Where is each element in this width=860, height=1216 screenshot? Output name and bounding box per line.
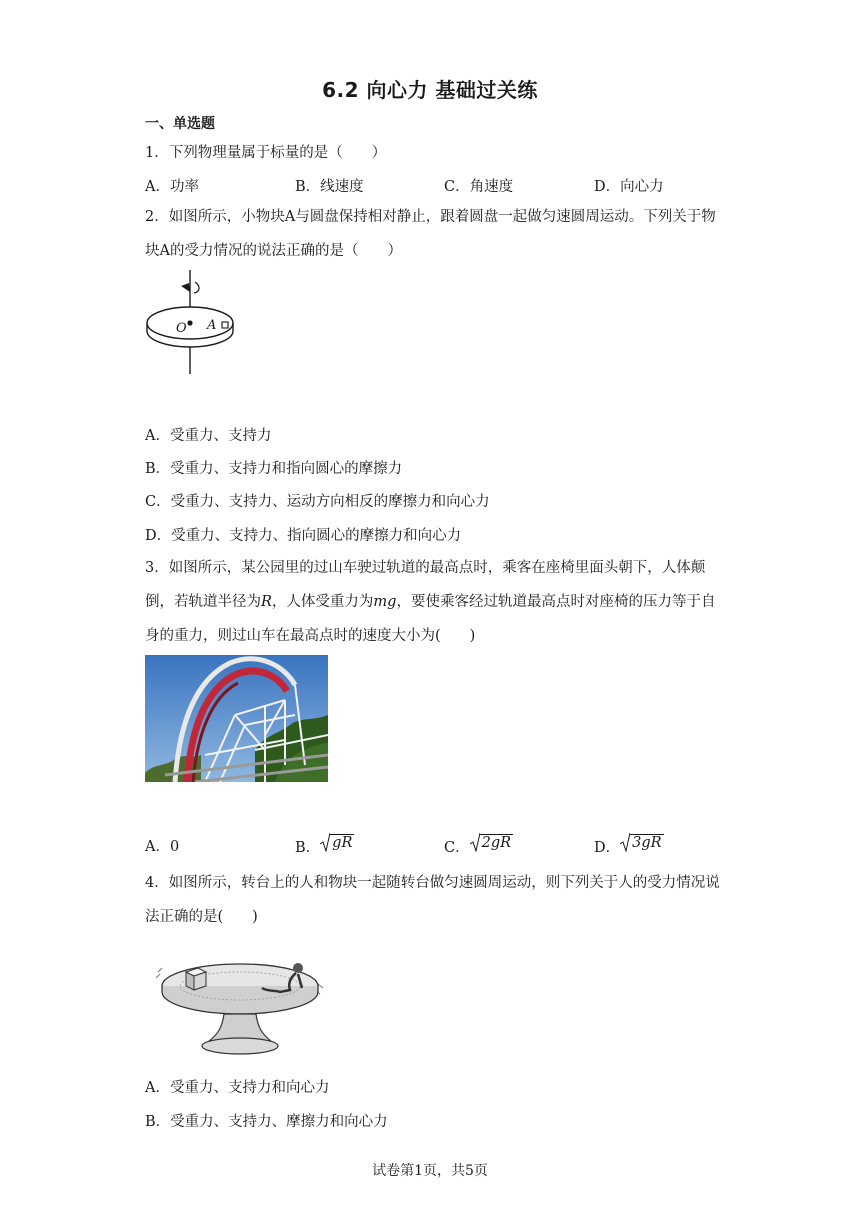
- figure-label-o: O: [176, 321, 187, 336]
- q3-option-d: D． 3gR: [594, 832, 664, 857]
- turntable-figure: [150, 950, 330, 1058]
- question-1-text: 1．下列物理量属于标量的是（ ）: [145, 145, 387, 161]
- q2-option-a: A．受重力、支持力: [145, 428, 272, 444]
- question-3-text: 3．如图所示，某公园里的过山车驶过轨道的最高点时，乘客在座椅里面头朝下，人体颠倒，若轨道半径为R，人体受重力为mg，要使乘客经过轨道最高点时对座椅的压力等于自身的重力，则过山车在最高点时的速度大小为( ): [145, 560, 716, 644]
- rotating-disk-figure: [143, 268, 238, 378]
- q4-option-a: A．受重力、支持力和向心力: [145, 1080, 330, 1096]
- q1-option-b: B．线速度: [295, 179, 364, 195]
- section-heading: 一、单选题: [145, 116, 215, 132]
- q1-option-d: D．向心力: [594, 179, 664, 195]
- q3-option-c: C． 2gR: [444, 832, 513, 857]
- sqrt-icon: 2gR: [470, 832, 513, 852]
- roller-coaster-photo: [145, 655, 328, 782]
- q2-option-b: B．受重力、支持力和指向圆心的摩擦力: [145, 461, 403, 477]
- q2-option-d: D．受重力、支持力、指向圆心的摩擦力和向心力: [145, 528, 462, 544]
- question-4-text: 4．如图所示，转台上的人和物块一起随转台做匀速圆周运动，则下列关于人的受力情况说法正确的是( ): [145, 875, 720, 925]
- q2-option-c: C．受重力、支持力、运动方向相反的摩擦力和向心力: [145, 494, 490, 510]
- q3-option-b: B． gR: [295, 832, 354, 857]
- q1-option-a: A．功率: [145, 179, 199, 195]
- q3-option-a: A．0: [145, 839, 180, 855]
- sqrt-icon: gR: [320, 832, 354, 852]
- figure-label-a: A: [207, 318, 217, 333]
- question-2-text: 2．如图所示，小物块A与圆盘保持相对静止，跟着圆盘一起做匀速圆周运动。下列关于物块A的受力情况的说法正确的是（ ）: [145, 209, 716, 259]
- sqrt-icon: 3gR: [620, 832, 663, 852]
- q4-option-b: B．受重力、支持力、摩擦力和向心力: [145, 1114, 388, 1130]
- q1-option-c: C．角速度: [444, 179, 514, 195]
- page-title: 6.2 向心力 基础过关练: [322, 78, 538, 102]
- page-footer: 试卷第1页，共5页: [372, 1163, 488, 1179]
